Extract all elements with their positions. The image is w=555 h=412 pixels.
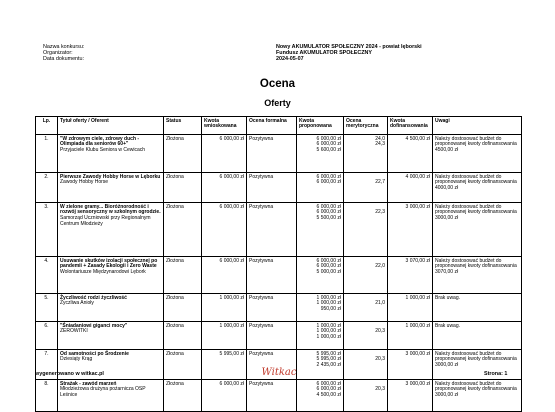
organizer-value: Fundusz AKUMULATOR SPOŁECZNY xyxy=(276,50,373,57)
header-status: Status xyxy=(164,117,202,135)
cell-merit: 21,0 xyxy=(344,294,388,322)
cell-proposed: 6 000,00 zł 6 000,00 zł 4 500,00 zł xyxy=(297,380,344,412)
header-requested: Kwota wnioskowana xyxy=(202,117,247,135)
cell-formal: Pozytywna xyxy=(247,294,297,322)
organizer-label: Organizator: xyxy=(43,50,73,57)
cell-status: Złożona xyxy=(164,322,202,350)
cell-proposed: 1 000,00 zł 1 000,00 zł 1 000,00 zł xyxy=(297,322,344,350)
cell-merit: 20,3 xyxy=(344,380,388,412)
cell-granted: 4 500,00 zł xyxy=(388,135,433,173)
offer-organization: Życzliwa Anioły xyxy=(60,300,94,307)
cell-notes: Należy dostosować budżet do proponowanej kwoty dofinansowania 4000,00 zł xyxy=(433,173,522,203)
header-granted: Kwota dofinansowania xyxy=(388,117,433,135)
offer-organization: Wolontariusze Międzynarodowi Lębork xyxy=(60,269,146,276)
footer-generated: wygenerowano w witkac.pl xyxy=(35,371,104,377)
cell-granted: 1 000,00 zł xyxy=(388,322,433,350)
cell-requested: 6 000,00 zł xyxy=(202,380,247,412)
cell-proposed: 6 000,00 zł 6 000,00 zł xyxy=(297,173,344,203)
offer-title: "W zdrowym ciele, zdrowy duch - Olimpiada dla seniorów 60+" xyxy=(60,135,140,148)
cell-merit: 20,3 xyxy=(344,322,388,350)
cell-requested: 1 000,00 zł xyxy=(202,294,247,322)
cell-granted: 3 000,00 zł xyxy=(388,380,433,412)
offer-title: Od samotności po Środzenie xyxy=(60,350,129,357)
cell-proposed: 6 000,00 zł 6 000,00 zł 5 000,00 zł xyxy=(297,257,344,294)
cell-lp: 2. xyxy=(36,173,58,203)
cell-notes: Należy dostosować budżet do proponowanej kwoty dofinansowania 3070,00 zł xyxy=(433,257,522,294)
offer-title: Życzliwość rodzi życzliwość xyxy=(60,294,127,301)
cell-status: Złożona xyxy=(164,173,202,203)
cell-offer xyxy=(58,294,164,322)
cell-lp: 3. xyxy=(36,203,58,257)
cell-merit: 20,3 xyxy=(344,350,388,380)
header-lp: Lp. xyxy=(36,117,58,135)
cell-merit: 22,7 xyxy=(344,173,388,203)
table-header-row xyxy=(36,117,522,135)
header-offer: Tytuł oferty / Oferent xyxy=(58,117,164,135)
cell-formal: Pozytywna xyxy=(247,135,297,173)
offer-title: Strażak - zawód marzeń xyxy=(60,380,117,387)
contest-label: Nazwa konkursu: xyxy=(43,44,85,50)
offer-title: Usuwanie skutków izolacji społecznej po pandemii + Zasady Ekologii i Zero Waste xyxy=(60,257,158,270)
cell-lp: 8. xyxy=(36,380,58,412)
section-title: Oferty xyxy=(264,98,291,108)
cell-requested: 5 995,00 zł xyxy=(202,350,247,380)
cell-notes: Należy dostosować budżet do proponowanej kwoty dofinansowania 3000,00 zł xyxy=(433,380,522,412)
offer-title: W zielone gramy... Bioróżnorodność i rozwój sensoryczny w szkolnym ogrodzie. xyxy=(60,203,161,216)
offer-title: "Śniadaniowi giganci mocy" xyxy=(60,322,128,329)
cell-offer xyxy=(58,173,164,203)
witkac-logo-icon xyxy=(262,362,296,380)
cell-lp: 6. xyxy=(36,322,58,350)
meta-labels xyxy=(43,44,84,63)
header-merit: Ocena merytoryczna xyxy=(344,117,388,135)
table-row xyxy=(36,173,522,203)
cell-merit: 22,0 xyxy=(344,257,388,294)
cell-notes: Brak uwag. xyxy=(433,322,522,350)
cell-proposed: 5 995,00 zł 5 995,00 zł 2 435,00 zł xyxy=(297,350,344,380)
cell-formal: Pozytywna xyxy=(247,203,297,257)
offer-organization: Młodzieżowa drużyna pożarnicza OSP Leśnice xyxy=(60,386,146,399)
cell-formal: Pozytywna xyxy=(247,350,297,380)
date-label: Data dokumentu: xyxy=(43,56,85,63)
cell-notes: Należy dostosować budżet do proponowanej kwoty dofinansowania 3000,00 zł xyxy=(433,350,522,380)
table-row xyxy=(36,135,522,173)
cell-notes: Należy dostosować budżet do proponowanej kwoty dofinansowania 4500,00 zł xyxy=(433,135,522,173)
cell-granted: 3 070,00 zł xyxy=(388,257,433,294)
cell-merit: 24,0 24,3 xyxy=(344,135,388,173)
cell-status: Złożona xyxy=(164,350,202,380)
cell-status: Złożona xyxy=(164,380,202,412)
cell-granted: 4 000,00 zł xyxy=(388,173,433,203)
cell-granted: 3 000,00 zł xyxy=(388,203,433,257)
contest-value: Nowy AKUMULATOR SPOŁECZNY 2024 - powiat lęborski xyxy=(276,44,422,50)
cell-status: Złożona xyxy=(164,203,202,257)
cell-lp: 5. xyxy=(36,294,58,322)
cell-proposed: 1 000,00 zł 1 000,00 zł 950,00 zł xyxy=(297,294,344,322)
table-row xyxy=(36,294,522,322)
table-row xyxy=(36,380,522,412)
meta-values xyxy=(276,44,422,63)
offer-title: Pierwsze Zawody Hobby Horse w Lęborku xyxy=(60,173,161,180)
cell-granted: 1 000,00 zł xyxy=(388,294,433,322)
cell-status: Złożona xyxy=(164,294,202,322)
cell-formal: Pozytywna xyxy=(247,380,297,412)
cell-offer xyxy=(58,380,164,412)
offer-organization: Samorząd Uczniowski przy Regionalnym Centrum Młodzieży xyxy=(60,215,151,228)
header-formal: Ocena formalna xyxy=(247,117,297,135)
cell-formal: Pozytywna xyxy=(247,173,297,203)
offer-organization: ZEROWITKI xyxy=(60,328,88,335)
cell-formal: Pozytywna xyxy=(247,322,297,350)
header-notes: Uwagi xyxy=(433,117,522,135)
table-row xyxy=(36,257,522,294)
offer-organization: Dziesiąty Krąg xyxy=(60,356,93,363)
cell-status: Złożona xyxy=(164,135,202,173)
cell-requested: 1 000,00 zł xyxy=(202,322,247,350)
cell-offer xyxy=(58,203,164,257)
date-value: 2024-05-07 xyxy=(276,56,304,63)
cell-lp: 4. xyxy=(36,257,58,294)
cell-lp: 7. xyxy=(36,350,58,380)
cell-requested: 6 000,00 zł xyxy=(202,257,247,294)
cell-proposed: 6 000,00 zł 6 000,00 zł 5 600,00 zł xyxy=(297,135,344,173)
table-row xyxy=(36,203,522,257)
offer-organization: Zawody Hobby Horse xyxy=(60,179,109,186)
cell-formal: Pozytywna xyxy=(247,257,297,294)
cell-requested: 6 000,00 zł xyxy=(202,173,247,203)
cell-merit: 22,3 xyxy=(344,203,388,257)
cell-requested: 6 000,00 zł xyxy=(202,135,247,173)
offer-organization: Przyjaciele Klubu Seniora w Cewicach xyxy=(60,147,146,154)
cell-proposed: 6 000,00 zł 6 000,00 zł 5 500,00 zł xyxy=(297,203,344,257)
header-proposed: Kwota proponowana xyxy=(297,117,344,135)
cell-offer xyxy=(58,257,164,294)
cell-status: Złożona xyxy=(164,257,202,294)
svg-text:Witkac: Witkac xyxy=(262,367,296,378)
footer-page: Strona: 1 xyxy=(484,371,508,377)
cell-offer xyxy=(58,135,164,173)
cell-requested: 6 000,00 zł xyxy=(202,203,247,257)
table-row xyxy=(36,322,522,350)
cell-lp: 1. xyxy=(36,135,58,173)
cell-offer xyxy=(58,322,164,350)
page-title: Ocena xyxy=(259,78,296,90)
cell-notes: Brak uwag. xyxy=(433,294,522,322)
cell-notes: Należy dostosować budżet do proponowanej kwoty dofinansowania 3000,00 zł xyxy=(433,203,522,257)
cell-granted: 3 000,00 zł xyxy=(388,350,433,380)
